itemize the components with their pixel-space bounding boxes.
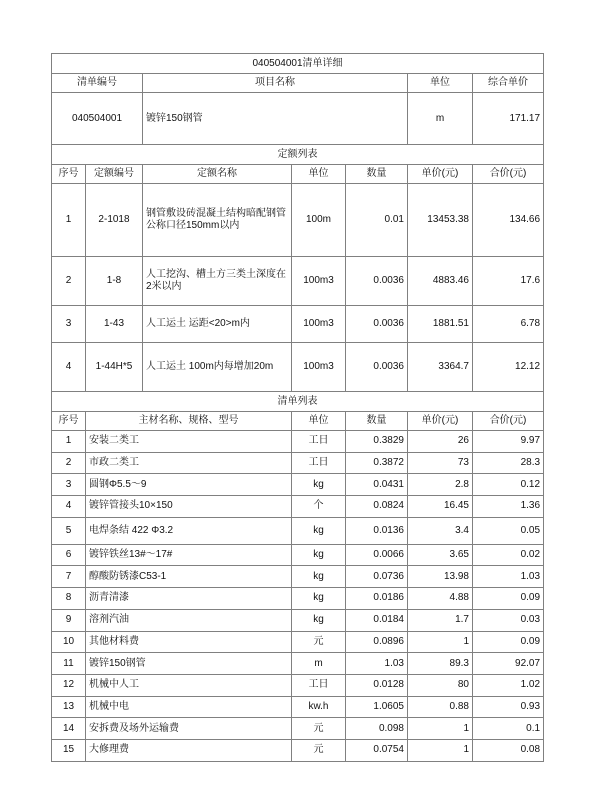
summary-name: 镀锌150钢管: [143, 93, 408, 145]
material-seq: 3: [52, 474, 86, 496]
material-qty: 0.0431: [346, 474, 408, 496]
material-row: [52, 544, 544, 566]
material-unit: 元: [292, 718, 346, 740]
material-amount: 0.09: [473, 588, 544, 610]
material-amount: 92.07: [473, 653, 544, 675]
quota-row: [52, 257, 544, 306]
material-price: 2.8: [408, 474, 473, 496]
material-qty: 1.0605: [346, 696, 408, 718]
material-name: 其他材料费: [86, 631, 292, 653]
quota-code: 1-43: [86, 306, 143, 343]
quota-header-row: [52, 165, 544, 184]
summary-header-price: 综合单价: [473, 74, 544, 93]
material-amount: 1.36: [473, 496, 544, 518]
quota-code: 2-1018: [86, 184, 143, 257]
quota-header-code: 定额编号: [86, 165, 143, 184]
summary-header-row: [52, 74, 544, 93]
material-name: 安装二类工: [86, 431, 292, 453]
material-qty: 0.0896: [346, 631, 408, 653]
quota-name: 钢管敷设砖混凝土结构暗配钢管公称口径150mm以内: [143, 184, 292, 257]
material-name: 沥青清漆: [86, 588, 292, 610]
quota-price: 4883.46: [408, 257, 473, 306]
material-seq: 14: [52, 718, 86, 740]
material-seq: 13: [52, 696, 86, 718]
material-unit: 元: [292, 631, 346, 653]
material-name: 电焊条结 422 Φ3.2: [86, 517, 292, 544]
material-unit: kg: [292, 609, 346, 631]
material-price: 1.7: [408, 609, 473, 631]
quota-row: [52, 343, 544, 392]
summary-header-name: 项目名称: [143, 74, 408, 93]
quota-row: [52, 184, 544, 257]
material-seq: 2: [52, 452, 86, 474]
quota-seq: 2: [52, 257, 86, 306]
material-amount: 9.97: [473, 431, 544, 453]
material-amount: 0.93: [473, 696, 544, 718]
material-amount: 0.08: [473, 739, 544, 761]
title-row: [52, 54, 544, 74]
material-row: [52, 474, 544, 496]
material-seq: 5: [52, 517, 86, 544]
material-name: 圆钢Φ5.5～9: [86, 474, 292, 496]
material-row: [52, 566, 544, 588]
material-unit: kw.h: [292, 696, 346, 718]
quota-header-seq: 序号: [52, 165, 86, 184]
quota-amount: 12.12: [473, 343, 544, 392]
material-name: 机械中电: [86, 696, 292, 718]
material-price: 3.65: [408, 544, 473, 566]
material-name: 市政二类工: [86, 452, 292, 474]
quota-unit: 100m3: [292, 306, 346, 343]
quota-header-price: 单价(元): [408, 165, 473, 184]
quota-price: 13453.38: [408, 184, 473, 257]
summary-unit: m: [408, 93, 473, 145]
material-row: [52, 674, 544, 696]
material-price: 16.45: [408, 496, 473, 518]
material-qty: 0.3872: [346, 452, 408, 474]
summary-header-unit: 单位: [408, 74, 473, 93]
material-seq: 12: [52, 674, 86, 696]
summary-data-row: [52, 93, 544, 145]
materials-section-row: [52, 392, 544, 412]
quota-unit: 100m3: [292, 257, 346, 306]
materials-header-name: 主材名称、规格、型号: [86, 412, 292, 431]
material-seq: 15: [52, 739, 86, 761]
quota-amount: 134.66: [473, 184, 544, 257]
material-seq: 10: [52, 631, 86, 653]
material-price: 80: [408, 674, 473, 696]
material-name: 镀锌铁丝13#～17#: [86, 544, 292, 566]
materials-header-price: 单价(元): [408, 412, 473, 431]
material-unit: kg: [292, 566, 346, 588]
material-amount: 0.05: [473, 517, 544, 544]
material-row: [52, 452, 544, 474]
quota-name: 人工运土 运距<20>m内: [143, 306, 292, 343]
quota-seq: 3: [52, 306, 86, 343]
quota-qty: 0.0036: [346, 257, 408, 306]
material-price: 89.3: [408, 653, 473, 675]
quota-code: 1-44H*5: [86, 343, 143, 392]
material-price: 73: [408, 452, 473, 474]
material-row: [52, 696, 544, 718]
material-price: 3.4: [408, 517, 473, 544]
quota-name: 人工挖沟、槽土方三类土深度在2米以内: [143, 257, 292, 306]
quota-qty: 0.0036: [346, 306, 408, 343]
quota-seq: 4: [52, 343, 86, 392]
material-name: 大修理费: [86, 739, 292, 761]
quota-amount: 17.6: [473, 257, 544, 306]
material-amount: 0.1: [473, 718, 544, 740]
quota-header-unit: 单位: [292, 165, 346, 184]
quota-qty: 0.01: [346, 184, 408, 257]
materials-header-seq: 序号: [52, 412, 86, 431]
material-unit: kg: [292, 474, 346, 496]
material-row: [52, 609, 544, 631]
material-unit: m: [292, 653, 346, 675]
material-name: 溶剂汽油: [86, 609, 292, 631]
quota-section-row: [52, 145, 544, 165]
material-name: 镀锌150钢管: [86, 653, 292, 675]
material-qty: 0.0824: [346, 496, 408, 518]
material-seq: 4: [52, 496, 86, 518]
quota-header-name: 定额名称: [143, 165, 292, 184]
material-name: 镀锌管接头10×150: [86, 496, 292, 518]
material-unit: kg: [292, 588, 346, 610]
material-seq: 11: [52, 653, 86, 675]
page-title: 040504001清单详细: [52, 54, 544, 74]
material-seq: 8: [52, 588, 86, 610]
material-qty: 0.0186: [346, 588, 408, 610]
quota-header-amount: 合价(元): [473, 165, 544, 184]
material-amount: 1.03: [473, 566, 544, 588]
material-row: [52, 631, 544, 653]
materials-body: [52, 431, 544, 762]
materials-header-qty: 数量: [346, 412, 408, 431]
material-price: 0.88: [408, 696, 473, 718]
material-unit: 元: [292, 739, 346, 761]
material-row: [52, 431, 544, 453]
material-unit: 个: [292, 496, 346, 518]
quota-header-qty: 数量: [346, 165, 408, 184]
quota-body: [52, 184, 544, 392]
quota-price: 1881.51: [408, 306, 473, 343]
material-qty: 0.0736: [346, 566, 408, 588]
summary-header-code: 清单编号: [52, 74, 143, 93]
quota-price: 3364.7: [408, 343, 473, 392]
quota-unit: 100m: [292, 184, 346, 257]
summary-code: 040504001: [52, 93, 143, 145]
material-unit: 工日: [292, 674, 346, 696]
material-unit: 工日: [292, 431, 346, 453]
material-qty: 0.3829: [346, 431, 408, 453]
materials-header-unit: 单位: [292, 412, 346, 431]
material-qty: 0.0184: [346, 609, 408, 631]
material-name: 醇酸防锈漆C53-1: [86, 566, 292, 588]
material-unit: kg: [292, 517, 346, 544]
material-seq: 7: [52, 566, 86, 588]
material-row: [52, 496, 544, 518]
material-row: [52, 517, 544, 544]
material-seq: 1: [52, 431, 86, 453]
materials-section-title: 清单列表: [52, 392, 544, 412]
material-name: 安拆费及场外运输费: [86, 718, 292, 740]
material-seq: 6: [52, 544, 86, 566]
material-amount: 0.02: [473, 544, 544, 566]
material-price: 13.98: [408, 566, 473, 588]
quota-unit: 100m3: [292, 343, 346, 392]
material-price: 26: [408, 431, 473, 453]
material-qty: 0.0066: [346, 544, 408, 566]
quota-name: 人工运土 100m内每增加20m: [143, 343, 292, 392]
material-amount: 0.12: [473, 474, 544, 496]
material-amount: 28.3: [473, 452, 544, 474]
materials-header-row: [52, 412, 544, 431]
material-unit: kg: [292, 544, 346, 566]
material-qty: 0.0136: [346, 517, 408, 544]
material-name: 机械中人工: [86, 674, 292, 696]
quota-row: [52, 306, 544, 343]
material-unit: 工日: [292, 452, 346, 474]
material-seq: 9: [52, 609, 86, 631]
material-row: [52, 653, 544, 675]
material-amount: 0.03: [473, 609, 544, 631]
summary-price: 171.17: [473, 93, 544, 145]
material-amount: 1.02: [473, 674, 544, 696]
quota-amount: 6.78: [473, 306, 544, 343]
quota-seq: 1: [52, 184, 86, 257]
material-qty: 0.098: [346, 718, 408, 740]
material-price: 1: [408, 718, 473, 740]
quota-code: 1-8: [86, 257, 143, 306]
material-row: [52, 739, 544, 761]
quota-section-title: 定额列表: [52, 145, 544, 165]
material-row: [52, 718, 544, 740]
material-qty: 0.0128: [346, 674, 408, 696]
material-qty: 0.0754: [346, 739, 408, 761]
material-amount: 0.09: [473, 631, 544, 653]
material-price: 4.88: [408, 588, 473, 610]
quota-qty: 0.0036: [346, 343, 408, 392]
material-price: 1: [408, 739, 473, 761]
material-price: 1: [408, 631, 473, 653]
materials-header-amount: 合价(元): [473, 412, 544, 431]
material-qty: 1.03: [346, 653, 408, 675]
material-row: [52, 588, 544, 610]
detail-table: [51, 53, 544, 762]
